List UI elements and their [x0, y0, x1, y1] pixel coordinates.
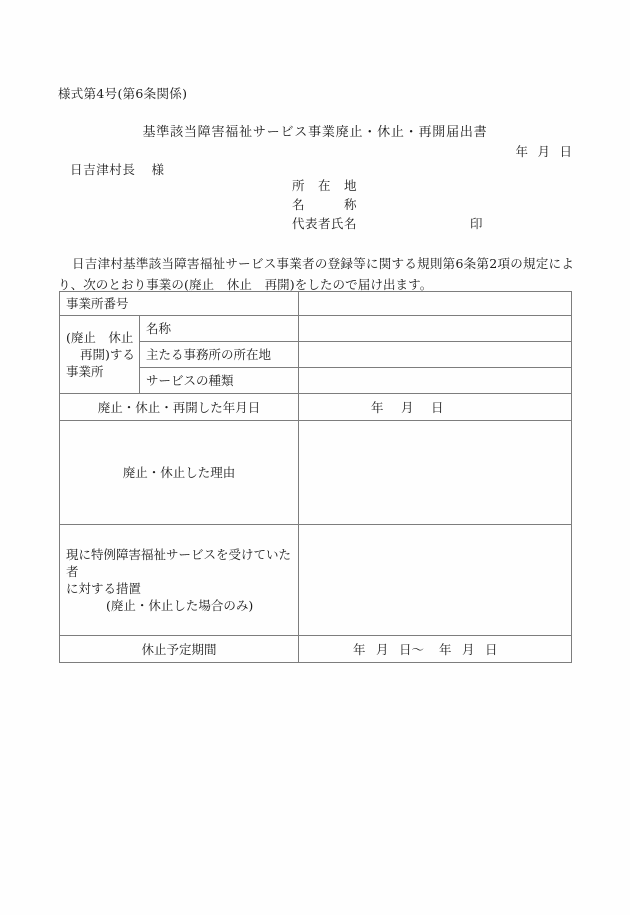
action-date-year: 年: [371, 399, 384, 415]
addressee-honorific: 様: [151, 162, 165, 177]
seal-mark: 印: [470, 216, 483, 231]
action-date-value[interactable]: [299, 394, 572, 421]
measures-label-line2: に対する措置: [66, 581, 142, 596]
applicant-representative-label: 代表者氏名: [292, 216, 358, 231]
body-paragraph: 日吉津村基準該当障害福祉サービス事業者の登録等に関する規則第6条第2項の規定により、次のとおり事業の(廃止 休止 再開)をしたので届け出ます。: [58, 256, 574, 292]
table-row-office-number: [60, 292, 572, 316]
office-name-value[interactable]: [299, 316, 572, 342]
period-from-day: 日〜: [399, 641, 425, 657]
notification-form-table: [59, 291, 572, 663]
document-title: 基準該当障害福祉サービス事業廃止・休止・再開届出書: [142, 125, 488, 140]
reason-label: 廃止・休止した理由: [60, 421, 299, 525]
suspension-period-label: 休止予定期間: [60, 636, 299, 663]
applicant-name-label: 名 称: [292, 197, 358, 212]
period-to-day: 日: [485, 641, 498, 657]
form-number: 様式第4号(第6条関係): [58, 86, 188, 101]
submission-date-year: 年: [515, 144, 528, 159]
target-office-label: [60, 316, 140, 394]
applicant-location-label: 所 在 地: [292, 178, 358, 193]
office-name-label: 名称: [140, 316, 299, 342]
target-office-label-line1: (廃止 休止: [66, 330, 134, 345]
action-date-day: 日: [431, 399, 444, 415]
target-office-label-line2: 再開)する: [80, 347, 135, 362]
main-office-address-value[interactable]: [299, 342, 572, 368]
period-from-month: 月: [376, 641, 389, 657]
table-row-measures: [60, 525, 572, 636]
action-date-label: 廃止・休止・再開した年月日: [60, 394, 299, 421]
suspension-period-value[interactable]: [299, 636, 572, 663]
submission-date-month: 月: [537, 144, 550, 159]
target-office-label-line3: 事業所: [66, 364, 104, 379]
submission-date-day: 日: [559, 144, 572, 159]
office-number-value[interactable]: [299, 292, 572, 316]
action-date-month: 月: [401, 399, 414, 415]
action-date-slot: [305, 399, 565, 416]
period-from-year: 年: [353, 641, 366, 657]
applicant-name-row: [292, 195, 370, 214]
submission-date-line: [515, 142, 572, 160]
applicant-block: [292, 176, 483, 233]
service-type-label: サービスの種類: [140, 368, 299, 394]
period-to-year: 年: [439, 641, 452, 657]
reason-value[interactable]: [299, 421, 572, 525]
applicant-representative-row: [292, 214, 483, 233]
table-row-action-date: [60, 394, 572, 421]
measures-label-line1: 現に特例障害福祉サービスを受けていた者: [66, 547, 292, 579]
addressee-line: [70, 160, 165, 178]
measures-value[interactable]: [299, 525, 572, 636]
table-row-office-name: [60, 316, 572, 342]
office-number-label: 事業所番号: [60, 292, 299, 316]
period-to-month: 月: [462, 641, 475, 657]
table-row-reason: [60, 421, 572, 525]
measures-label: [60, 525, 299, 636]
addressee-name: 日吉津村長: [70, 162, 136, 177]
table-row-suspension-period: [60, 636, 572, 663]
suspension-period-range: [305, 641, 565, 658]
measures-label-line3: (廃止・休止した場合のみ): [106, 598, 254, 613]
applicant-location-row: [292, 176, 370, 195]
main-office-address-label: 主たる事務所の所在地: [140, 342, 299, 368]
service-type-value[interactable]: [299, 368, 572, 394]
